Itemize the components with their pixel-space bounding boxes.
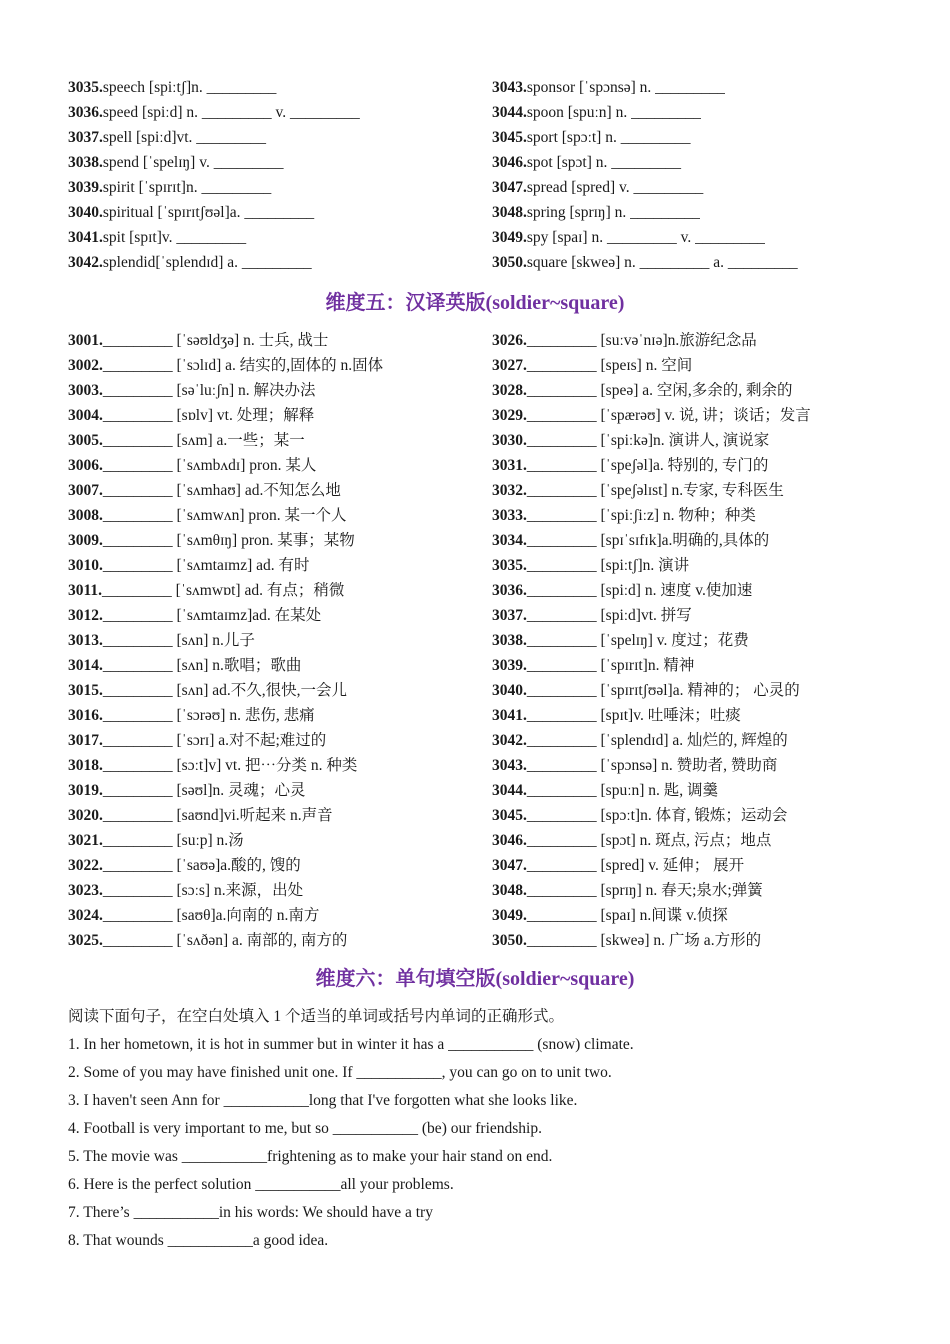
entry-text: spend [ˈspelɪŋ] v. _________ — [102, 154, 284, 171]
vocab-entry — [68, 225, 492, 250]
vocab-entry — [492, 528, 868, 553]
vocab-entry — [68, 403, 492, 428]
entry-number: 3037. — [492, 607, 527, 624]
entry-number: 3024. — [68, 907, 103, 924]
vocab-entry — [68, 678, 492, 703]
entry-text: _________ [speə] a. 空闲,多余的, 剩余的 — [526, 382, 793, 399]
entry-text: _________ [ˈsʌmθɪŋ] pron. 某事；某物 — [102, 532, 355, 549]
entry-number: 3046. — [492, 832, 527, 849]
entry-number: 3049. — [492, 907, 527, 924]
entry-text: _________ [səʊl]n. 灵魂；心灵 — [102, 782, 306, 799]
entry-text: _________ [ˈspiːkə]n. 演讲人, 演说家 — [526, 432, 770, 449]
entry-text: spy [spaɪ] n. _________ v. _________ — [526, 229, 765, 246]
vocab-entry — [492, 150, 868, 175]
entry-number: 3042. — [68, 254, 103, 271]
vocab-entry — [492, 803, 868, 828]
vocab-entry — [492, 75, 868, 100]
entry-number: 3049. — [492, 229, 527, 246]
entry-text: _________ [ˈspɔnsə] n. 赞助者, 赞助商 — [526, 757, 778, 774]
section6-instruction: 阅读下面句子，在空白处填入 1 个适当的单词或括号内单词的正确形式。 — [68, 1008, 565, 1025]
entry-text: _________ [ˈspɪrɪtʃʊəl]a. 精神的； 心灵的 — [526, 682, 800, 699]
entry-number: 3047. — [492, 857, 527, 874]
sentence-item: 1. In her hometown, it is hot in summer but in winter it has a ___________ (snow) climate. — [68, 1036, 634, 1053]
vocab-entry — [68, 553, 492, 578]
entry-text: sponsor [ˈspɔnsə] n. _________ — [526, 79, 725, 96]
entry-text: _________ [sɒlv] vt. 处理；解释 — [102, 407, 315, 424]
vocab-entry — [492, 503, 868, 528]
entry-number: 3019. — [68, 782, 103, 799]
entry-text: _________ [ˈsʌmwʌn] pron. 某一个人 — [102, 507, 347, 524]
sentence-item: 3. I haven't seen Ann for ___________long that I've forgotten what she looks like. — [68, 1092, 578, 1109]
entry-number: 3004. — [68, 407, 103, 424]
sentence-item: 6. Here is the perfect solution ___________all your problems. — [68, 1176, 454, 1193]
vocab-entry — [492, 928, 868, 953]
entry-number: 3047. — [492, 179, 527, 196]
entry-number: 3040. — [68, 204, 103, 221]
entry-number: 3039. — [68, 179, 103, 196]
entry-text: _________ [saʊnd]vi.听起来 n.声音 — [102, 807, 333, 824]
entry-text: _________ [səˈluːʃn] n. 解决办法 — [102, 382, 316, 399]
entry-number: 3044. — [492, 104, 527, 121]
entry-text: _________ [sʌn] ad.不久,很快,一会儿 — [102, 682, 347, 699]
vocab-entry — [492, 200, 868, 225]
vocab-entry — [492, 878, 868, 903]
vocab-entry — [68, 100, 492, 125]
entry-text: _________ [speɪs] n. 空间 — [526, 357, 693, 374]
vocab-entry — [492, 428, 868, 453]
entry-text: _________ [ˈsʌmhaʊ] ad.不知怎么地 — [102, 482, 341, 499]
vocab-entry — [492, 100, 868, 125]
section5-right-column — [492, 328, 868, 953]
entry-text: _________ [ˈsʌmwɒt] ad. 有点；稍微 — [102, 582, 345, 599]
entry-text: _________ [ˈsʌðən] a. 南部的, 南方的 — [102, 932, 348, 949]
vocab-entry — [68, 150, 492, 175]
vocab-entry — [492, 653, 868, 678]
vocab-entry — [492, 328, 868, 353]
entry-number: 3026. — [492, 332, 527, 349]
vocab-entry — [492, 453, 868, 478]
entry-text: _________ [spuːn] n. 匙, 调羹 — [526, 782, 719, 799]
vocab-entry — [68, 478, 492, 503]
vocab-entry — [492, 603, 868, 628]
entry-text: _________ [ˈspɪrɪt]n. 精神 — [526, 657, 695, 674]
section6-title: 维度六：单句填空版(soldier~square) — [315, 968, 635, 990]
vocab-entry — [492, 175, 868, 200]
entry-text: _________ [spaɪ] n.间谍 v.侦探 — [526, 907, 728, 924]
entry-text: _________ [spiːd]vt. 拼写 — [526, 607, 692, 624]
entry-text: _________ [sɔːs] n.来源，出处 — [102, 882, 304, 899]
entry-text: _________ [skweə] n. 广场 a.方形的 — [526, 932, 762, 949]
vocab-entry — [68, 803, 492, 828]
vocab-entry — [68, 828, 492, 853]
entry-text: _________ [ˈsɔlɪd] a. 结实的,固体的 n.固体 — [102, 357, 384, 374]
entry-text: _________ [spɔt] n. 斑点, 污点；地点 — [526, 832, 772, 849]
entry-text: splendid[ˈsplendɪd] a. _________ — [102, 254, 312, 271]
vocab-entry — [492, 225, 868, 250]
entry-text: spirit [ˈspɪrɪt]n. _________ — [102, 179, 272, 196]
entry-text: sport [spɔːt] n. _________ — [526, 129, 691, 146]
entry-number: 3048. — [492, 204, 527, 221]
vocab-entry — [68, 928, 492, 953]
vocab-entry — [68, 250, 492, 275]
entry-number: 3017. — [68, 732, 103, 749]
entry-number: 3038. — [68, 154, 103, 171]
vocab-entry — [68, 703, 492, 728]
entry-text: spit [spɪt]v. _________ — [102, 229, 247, 246]
entry-number: 3018. — [68, 757, 103, 774]
entry-number: 3043. — [492, 757, 527, 774]
vocab-entry — [492, 250, 868, 275]
entry-text: _________ [ˈsɔrəʊ] n. 悲伤, 悲痛 — [102, 707, 315, 724]
vocab-entry — [492, 628, 868, 653]
entry-number: 3014. — [68, 657, 103, 674]
entry-number: 3036. — [68, 104, 103, 121]
entry-number: 3025. — [68, 932, 103, 949]
vocab-entry — [68, 578, 492, 603]
vocab-entry — [492, 125, 868, 150]
entry-number: 3001. — [68, 332, 103, 349]
entry-text: _________ [ˈspeʃəl]a. 特别的, 专门的 — [526, 457, 769, 474]
entry-text: _________ [spiːtʃ]n. 演讲 — [526, 557, 690, 574]
entry-text: _________ [spɪˈsɪfɪk]a.明确的,具体的 — [526, 532, 770, 549]
entry-text: spread [spred] v. _________ — [526, 179, 704, 196]
entry-number: 3046. — [492, 154, 527, 171]
vocab-entry — [68, 778, 492, 803]
vocab-entry — [492, 478, 868, 503]
sentence-item: 7. There’s ___________in his words: We should have a try — [68, 1204, 433, 1221]
entry-number: 3033. — [492, 507, 527, 524]
vocab-entry — [68, 378, 492, 403]
vocab-entry — [68, 75, 492, 100]
entry-number: 3029. — [492, 407, 527, 424]
entry-text: _________ [spred] v. 延伸； 展开 — [526, 857, 745, 874]
entry-text: _________ [ˈsʌmbʌdɪ] pron. 某人 — [102, 457, 317, 474]
vocab-entry — [68, 175, 492, 200]
entry-text: _________ [spɪt]v. 吐唾沫；吐痰 — [526, 707, 741, 724]
entry-number: 3038. — [492, 632, 527, 649]
entry-text: _________ [sɔːt]v] vt. 把⋯分类 n. 种类 — [102, 757, 358, 774]
entry-number: 3023. — [68, 882, 103, 899]
vocab-entry — [68, 653, 492, 678]
vocab-entry — [68, 753, 492, 778]
entry-text: spring [sprɪŋ] n. _________ — [526, 204, 700, 221]
vocab-entry — [492, 553, 868, 578]
section4-list — [68, 75, 868, 275]
entry-text: _________ [suːvəˈnɪə]n.旅游纪念品 — [526, 332, 757, 349]
entry-number: 3009. — [68, 532, 103, 549]
entry-text: _________ [sprɪŋ] n. 春天;泉水;弹簧 — [526, 882, 763, 899]
entry-number: 3016. — [68, 707, 103, 724]
vocab-entry — [68, 878, 492, 903]
vocab-entry — [68, 853, 492, 878]
entry-text: _________ [ˈsplendɪd] a. 灿烂的, 辉煌的 — [526, 732, 788, 749]
entry-number: 3034. — [492, 532, 527, 549]
entry-number: 3010. — [68, 557, 103, 574]
entry-number: 3012. — [68, 607, 103, 624]
vocab-entry — [492, 578, 868, 603]
entry-number: 3032. — [492, 482, 527, 499]
entry-text: speed [spiːd] n. _________ v. _________ — [102, 104, 360, 121]
entry-number: 3044. — [492, 782, 527, 799]
sentence-item: 8. That wounds ___________a good idea. — [68, 1232, 329, 1249]
entry-number: 3043. — [492, 79, 527, 96]
vocab-entry — [68, 903, 492, 928]
entry-text: _________ [sʌn] n.歌唱；歌曲 — [102, 657, 302, 674]
entry-number: 3022. — [68, 857, 103, 874]
sentence-item: 5. The movie was ___________frightening as to make your hair stand on end. — [68, 1148, 553, 1165]
entry-number: 3037. — [68, 129, 103, 146]
entry-number: 3020. — [68, 807, 103, 824]
vocab-entry — [492, 353, 868, 378]
entry-text: spell [spiːd]vt. _________ — [102, 129, 267, 146]
sentence-item: 4. Football is very important to me, but so ___________ (be) our friendship. — [68, 1120, 542, 1137]
entry-text: _________ [sʌm] a.一些；某一 — [102, 432, 305, 449]
entry-number: 3008. — [68, 507, 103, 524]
vocab-entry — [492, 778, 868, 803]
entry-text: _________ [ˈsəʊldʒə] n. 士兵, 战士 — [102, 332, 329, 349]
entry-number: 3036. — [492, 582, 527, 599]
entry-number: 3027. — [492, 357, 527, 374]
section4-left-column — [68, 75, 492, 275]
vocab-entry — [68, 628, 492, 653]
entry-number: 3021. — [68, 832, 103, 849]
entry-text: spoon [spuːn] n. _________ — [526, 104, 701, 121]
section6-items — [68, 1031, 868, 1255]
entry-number: 3035. — [492, 557, 527, 574]
entry-number: 3040. — [492, 682, 527, 699]
vocab-entry — [492, 703, 868, 728]
vocab-entry — [68, 453, 492, 478]
vocab-entry — [68, 503, 492, 528]
section4-right-column — [492, 75, 868, 275]
vocab-entry — [492, 678, 868, 703]
entry-text: _________ [ˈsʌmtaɪmz]ad. 在某处 — [102, 607, 322, 624]
entry-text: _________ [ˈspærəʊ] v. 说, 讲；谈话；发言 — [526, 407, 811, 424]
entry-text: _________ [spiːd] n. 速度 v.使加速 — [526, 582, 753, 599]
entry-text: _________ [spɔːt]n. 体育, 锻炼；运动会 — [526, 807, 788, 824]
vocab-entry — [68, 728, 492, 753]
entry-number: 3039. — [492, 657, 527, 674]
vocab-entry — [68, 353, 492, 378]
entry-number: 3013. — [68, 632, 103, 649]
entry-number: 3045. — [492, 129, 527, 146]
entry-text: _________ [saʊθ]a.向南的 n.南方 — [102, 907, 320, 924]
entry-number: 3035. — [68, 79, 103, 96]
entry-number: 3030. — [492, 432, 527, 449]
section5-list — [68, 328, 868, 953]
vocab-entry — [492, 403, 868, 428]
section5-title: 维度五：汉译英版(soldier~square) — [325, 292, 625, 314]
entry-number: 3015. — [68, 682, 103, 699]
vocab-entry — [492, 853, 868, 878]
entry-text: _________ [ˈspeʃəlɪst] n.专家, 专科医生 — [526, 482, 784, 499]
entry-number: 3042. — [492, 732, 527, 749]
entry-number: 3006. — [68, 457, 103, 474]
entry-number: 3011. — [68, 582, 103, 599]
entry-text: _________ [sʌn] n.儿子 — [102, 632, 255, 649]
entry-number: 3050. — [492, 254, 527, 271]
vocab-entry — [492, 378, 868, 403]
entry-text: _________ [ˈspelɪŋ] v. 度过；花费 — [526, 632, 749, 649]
entry-number: 3002. — [68, 357, 103, 374]
entry-number: 3005. — [68, 432, 103, 449]
vocab-entry — [68, 528, 492, 553]
entry-number: 3031. — [492, 457, 527, 474]
vocab-entry — [492, 753, 868, 778]
entry-number: 3041. — [68, 229, 103, 246]
vocab-entry — [68, 603, 492, 628]
entry-text: _________ [ˈspiːʃiːz] n. 物种；种类 — [526, 507, 756, 524]
vocab-entry — [492, 728, 868, 753]
vocab-entry — [68, 428, 492, 453]
entry-text: _________ [ˈsɔrɪ] a.对不起;难过的 — [102, 732, 327, 749]
entry-text: _________ [suːp] n.汤 — [102, 832, 244, 849]
entry-text: _________ [ˈsaʊə]a.酸的, 馊的 — [102, 857, 301, 874]
entry-text: spot [spɔt] n. _________ — [526, 154, 682, 171]
entry-number: 3007. — [68, 482, 103, 499]
entry-number: 3003. — [68, 382, 103, 399]
sentence-item: 2. Some of you may have finished unit one. If ___________, you can go on to unit two. — [68, 1064, 612, 1081]
entry-number: 3045. — [492, 807, 527, 824]
vocab-entry — [492, 828, 868, 853]
entry-text: _________ [ˈsʌmtaɪmz] ad. 有时 — [102, 557, 310, 574]
section5-left-column — [68, 328, 492, 953]
entry-text: speech [spiːtʃ]n. _________ — [102, 79, 277, 96]
vocab-entry — [68, 200, 492, 225]
vocab-entry — [68, 328, 492, 353]
entry-text: spiritual [ˈspɪrɪtʃʊəl]a. _________ — [102, 204, 315, 221]
entry-number: 3048. — [492, 882, 527, 899]
entry-number: 3028. — [492, 382, 527, 399]
vocab-entry — [68, 125, 492, 150]
entry-number: 3050. — [492, 932, 527, 949]
vocab-entry — [492, 903, 868, 928]
entry-text: square [skweə] n. _________ a. _________ — [526, 254, 798, 271]
section6-exercise — [68, 1003, 868, 1255]
entry-number: 3041. — [492, 707, 527, 724]
